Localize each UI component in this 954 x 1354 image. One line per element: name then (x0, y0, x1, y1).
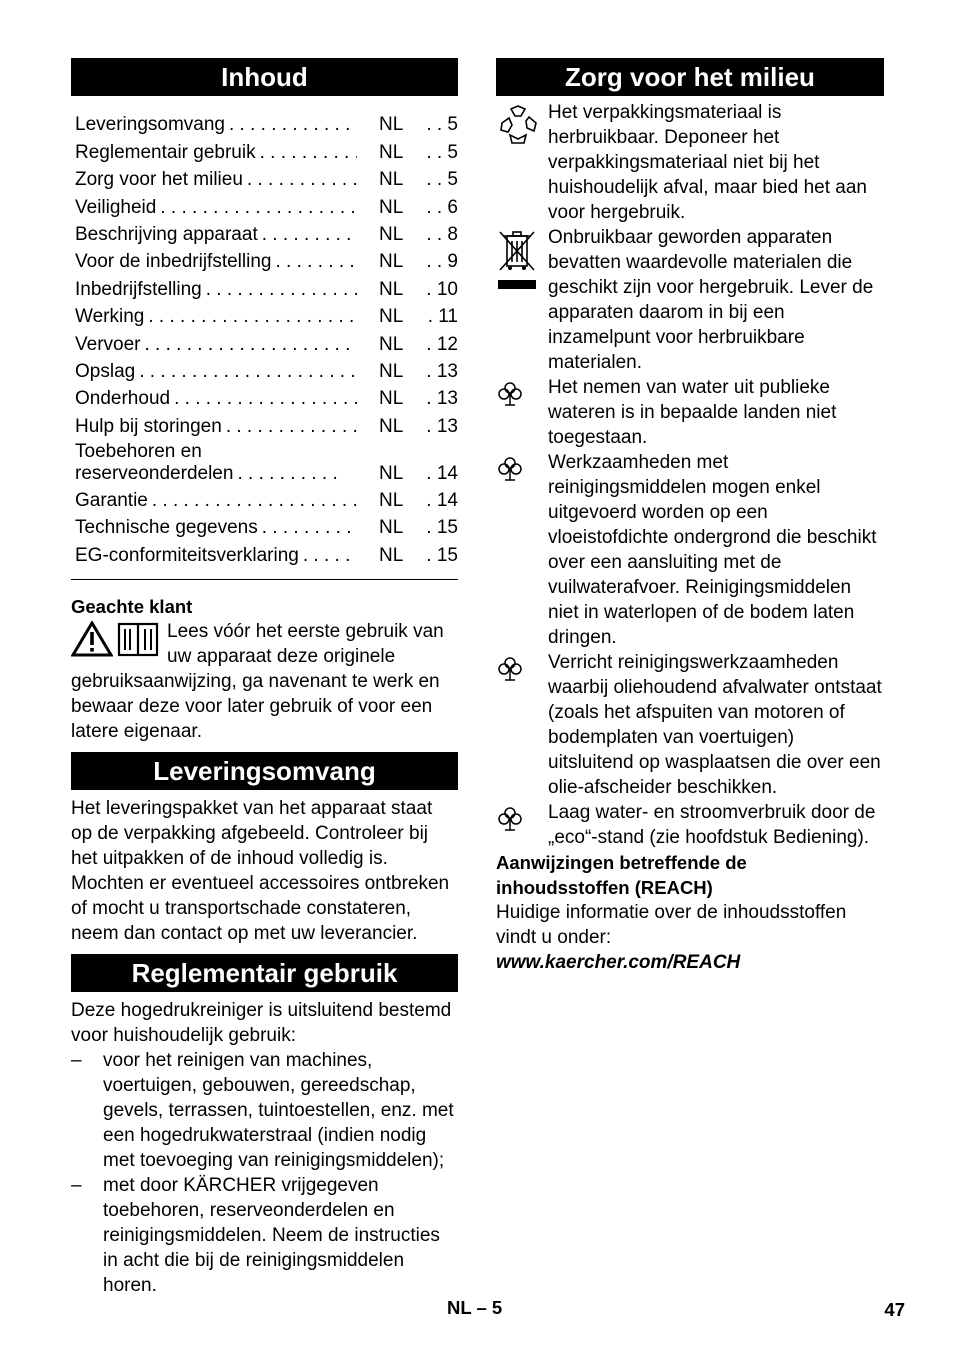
tree-icon (496, 800, 548, 850)
toc-entry-label: Vervoer (75, 333, 141, 355)
customer-paragraph (71, 619, 458, 744)
right-column (496, 58, 884, 975)
use-section (71, 954, 458, 1298)
toc-entry-language: NL (379, 360, 404, 382)
toc-entry-page: . . 9 (426, 251, 458, 273)
toc-row[interactable] (71, 136, 458, 163)
toc-entry-language: NL (379, 114, 404, 136)
toc-entry-label: Onderhoud (75, 388, 171, 410)
tree-icon (496, 450, 548, 650)
toc-leader-dots (160, 197, 357, 219)
toc-entry-label: Veiligheid (75, 196, 157, 218)
toc-leader-dots (262, 517, 357, 539)
toc-entry-title-line1: Toebehoren en (75, 440, 202, 462)
toc-entry-language: NL (379, 544, 404, 566)
toc-leader-dots (275, 251, 357, 273)
toc-row[interactable] (71, 219, 458, 246)
toc-entry-label: EG-conformiteitsverklaring (75, 544, 299, 566)
toc-entry-label: Leveringsomvang (75, 114, 225, 136)
environment-item (496, 375, 884, 450)
environment-item-text: Het verpakkingsmateriaal is herbruikbaar. Deponeer het verpakkingsmateriaal niet bij het huishoudelijk afval, maar bied het aan voor hergebruik. (548, 102, 867, 223)
toc-entry-label: Voor de inbedrijfstelling (75, 251, 272, 273)
toc-entry-page: . 12 (426, 333, 458, 355)
toc-entry-title-line2: reserveonderdelen (75, 462, 234, 484)
environment-list (496, 100, 884, 850)
toc-leader-dots (229, 114, 357, 136)
toc-entry-page: . . 5 (426, 169, 458, 191)
dash-bullet: – (71, 1174, 82, 1196)
toc-leader-dots (303, 545, 357, 567)
delivery-text: Het leveringspakket van het apparaat staat op de verpakking afgebeeld. Controleer bij het uitpakken of de inhoud volledig is. Mochten er eventueel accessoires ontbreken of mocht u transportschade constateren, neem dan contact op met uw leverancier. (71, 797, 450, 944)
delivery-heading: Leveringsomvang (71, 752, 458, 790)
toc-leader-dots (226, 416, 357, 438)
delivery-section (71, 752, 458, 946)
toc-entry-page: . . 5 (426, 141, 458, 163)
toc-row[interactable] (71, 301, 458, 328)
toc-entry-page: . 13 (426, 415, 458, 437)
toc-entry-title (71, 306, 357, 328)
toc-entry-page: . 14 (426, 462, 458, 484)
use-text: Deze hogedrukreiniger is uitsluitend bestemd voor huishoudelijk gebruik: (71, 999, 452, 1046)
warning-icons (71, 621, 161, 661)
environment-item (496, 100, 884, 225)
customer-text: Lees vóór het eerste gebruik van uw apparaat deze originele gebruiksaanwijzing, ga navenant te werk en bewaar deze voor later gebruik of voor een latere eigenaar. (71, 620, 444, 742)
toc-entry-label: Reglementair gebruik (75, 141, 256, 163)
tree-icon (496, 650, 548, 800)
toc-entry-title (71, 545, 357, 567)
list-item-text: met door KÄRCHER vrijgegeven toebehoren, reserveonderdelen en reinigingsmiddelen. Neem de instructies in acht die bij de reinigingsmiddelen horen. (103, 1174, 440, 1296)
environment-item-text: Verricht reinigingswerkzaamheden waarbij oliehoudend afvalwater ontstaat (zoals het afspuiten van motoren of bodemplaten van voertuigen) uitsluitend op wasplaatsen die over een olie-afscheider beschikken. (548, 652, 882, 798)
toc-entry-page: . 11 (427, 306, 458, 328)
crossed-bin-icon (496, 225, 548, 375)
toc-leader-dots (237, 463, 337, 485)
list-item-text: voor het reinigen van machines, voertuigen, gebouwen, gereedschap, gevels, terrassen, tuintoestellen, enz. met een hogedrukwaterstraal (indien nodig met toevoeging van reinigingsmiddelen); (103, 1049, 454, 1171)
toc-entry-language: NL (379, 223, 404, 245)
toc-entry-page: . 15 (426, 544, 458, 566)
environment-heading: Zorg voor het milieu (496, 58, 884, 96)
toc-entry-language: NL (379, 278, 404, 300)
toc-entry-page: . . 6 (426, 196, 458, 218)
toc-divider (71, 579, 458, 580)
list-item (71, 1048, 458, 1173)
list-item (71, 1173, 458, 1298)
toc-entry-language: NL (379, 415, 404, 437)
toc-row[interactable] (71, 383, 458, 410)
table-of-contents (71, 109, 458, 567)
environment-item-text: Onbruikbaar geworden apparaten bevatten waardevolle materialen die geschikt zijn voor hergebruik. Lever de apparaten daarom in bij een inzamelpunt voor herbruikbare materialen. (548, 227, 874, 373)
toc-entry-label: Werking (75, 306, 145, 328)
toc-row[interactable] (71, 109, 458, 136)
toc-entry-title (71, 334, 357, 356)
toc-row[interactable] (71, 485, 458, 512)
toc-entry-label: Garantie (75, 490, 148, 512)
toc-leader-dots (152, 490, 357, 512)
toc-entry-page: . 10 (426, 278, 458, 300)
toc-entry-title (71, 416, 357, 438)
toc-row[interactable] (71, 356, 458, 383)
toc-entry-page: . . 8 (426, 223, 458, 245)
toc-entry-language: NL (379, 196, 404, 218)
footer-page-number: 47 (884, 1299, 905, 1320)
tree-icon (496, 375, 548, 450)
toc-entry-title (71, 142, 357, 164)
toc-entry-language: NL (379, 490, 404, 512)
toc-entry-title (71, 517, 357, 539)
toc-row[interactable] (71, 246, 458, 273)
toc-row[interactable] (71, 410, 458, 437)
toc-entry-language: NL (379, 251, 404, 273)
toc-entry-language: NL (379, 462, 404, 484)
toc-entry-label: Inbedrijfstelling (75, 278, 202, 300)
toc-entry-language: NL (379, 517, 404, 539)
toc-entry-title (71, 224, 357, 246)
toc-leader-dots (148, 306, 357, 328)
toc-entry-language: NL (379, 388, 404, 410)
use-heading: Reglementair gebruik (71, 954, 458, 992)
toc-entry-title (71, 490, 357, 512)
toc-entry-label: Opslag (75, 360, 136, 382)
toc-entry-page: . 13 (426, 360, 458, 382)
environment-item (496, 225, 884, 375)
toc-leader-dots (260, 142, 357, 164)
toc-entry-page: . . 5 (426, 114, 458, 136)
toc-leader-dots (144, 334, 357, 356)
environment-item-text: Het nemen van water uit publieke wateren is in bepaalde landen niet toegestaan. (548, 377, 837, 448)
toc-entry-page: . 15 (426, 517, 458, 539)
environment-item (496, 800, 884, 850)
toc-entry-page: . 14 (426, 490, 458, 512)
toc-entry-language: NL (379, 333, 404, 355)
left-column (71, 58, 458, 1298)
toc-row[interactable] (71, 191, 458, 218)
toc-row[interactable] (71, 438, 458, 485)
customer-heading: Geachte klant (71, 595, 193, 617)
toc-entry-page: . 13 (426, 388, 458, 410)
toc-leader-dots (139, 361, 357, 383)
toc-leader-dots (262, 224, 357, 246)
reach-text: Huidige informatie over de inhoudsstoffen vindt u onder: (496, 902, 847, 948)
manual-book-icon (117, 621, 159, 657)
footer-language-page: NL – 5 (447, 1297, 503, 1318)
toc-entry-label: Zorg voor het milieu (75, 169, 243, 191)
toc-entry-label: Technische gegevens (75, 517, 258, 539)
toc-leader-dots (247, 169, 357, 191)
toc-entry-title (71, 114, 357, 136)
environment-item (496, 650, 884, 800)
toc-row[interactable] (71, 273, 458, 300)
toc-entry-language: NL (379, 306, 404, 328)
dash-bullet: – (71, 1049, 82, 1071)
toc-entry-title (71, 279, 357, 301)
toc-entry-label: Hulp bij storingen (75, 415, 222, 437)
toc-row[interactable] (71, 539, 458, 566)
environment-item-text: Werkzaamheden met reinigingsmiddelen mogen enkel uitgevoerd worden op een vloeistofdichte ondergrond die beschikt over een aansluiting met de vuilwaterafvoer. Reinigingsmiddelen niet in waterlopen of de bodem laten dringen. (548, 452, 877, 648)
toc-entry-title (71, 361, 357, 383)
toc-row[interactable] (71, 328, 458, 355)
reach-link[interactable]: www.kaercher.com/REACH (496, 952, 741, 973)
toc-entry-title (71, 197, 357, 219)
toc-row[interactable] (71, 512, 458, 539)
toc-entry-title (71, 169, 357, 191)
toc-entry-title (71, 441, 357, 485)
toc-entry-label: Beschrijving apparaat (75, 223, 258, 245)
recycle-icon (496, 100, 548, 225)
toc-entry-language: NL (379, 141, 404, 163)
toc-heading: Inhoud (71, 58, 458, 96)
toc-leader-dots (206, 279, 357, 301)
toc-entry-title (71, 388, 357, 410)
reach-heading: Aanwijzingen betreffende de inhoudsstoffen (REACH) (496, 852, 747, 898)
toc-entry-language: NL (379, 169, 404, 191)
environment-item (496, 450, 884, 650)
toc-row[interactable] (71, 164, 458, 191)
environment-item-text: Laag water- en stroomverbruik door de „eco“-stand (zie hoofdstuk Bediening). (548, 802, 876, 848)
warning-triangle-icon (71, 621, 113, 657)
toc-entry-title (71, 251, 357, 273)
toc-leader-dots (174, 388, 357, 410)
